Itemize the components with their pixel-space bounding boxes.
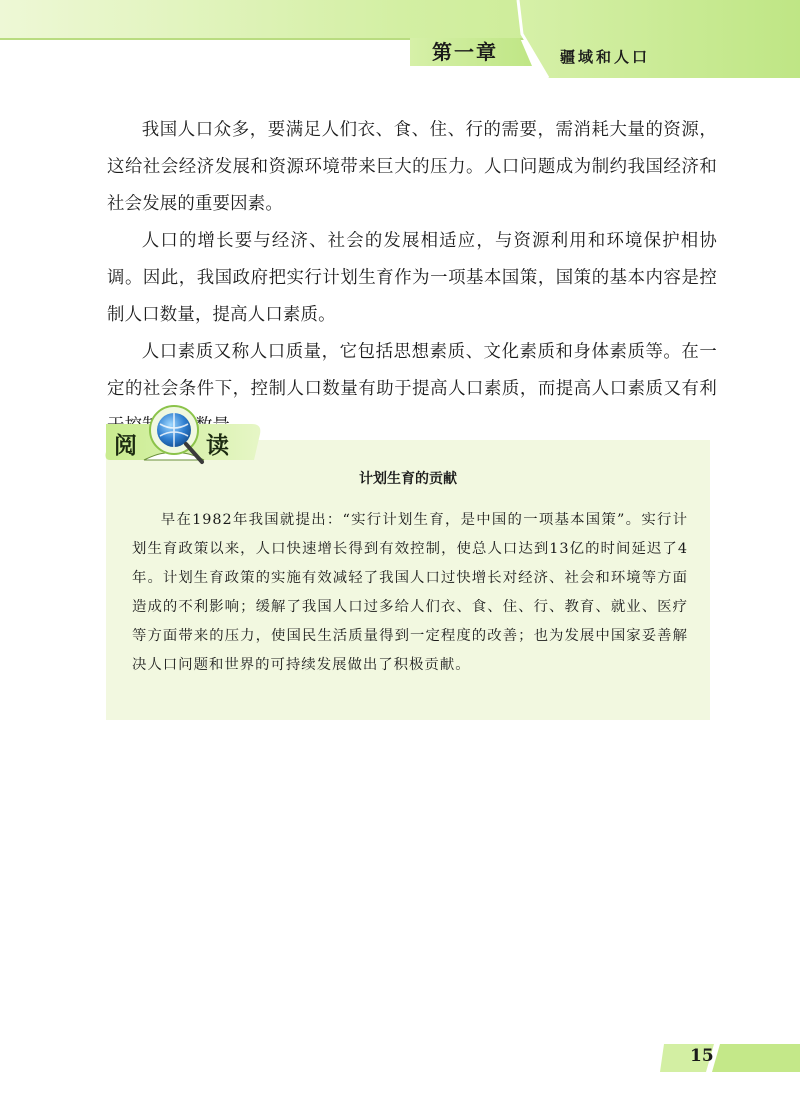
reading-heading: 计划生育的贡献 [359,471,457,487]
paragraph: 人口素质又称人口质量，它包括思想素质、文化素质和身体素质等。在一定的社会条件下，控制人口数量有助于提高人口素质，而提高人口素质又有利 [107,342,717,399]
chapter-title: 疆域和人口 [560,48,651,66]
paragraph: 我国人口众多，要满足人们衣、食、住、行的需要，需消耗大量的资源，这给社会经济发展和资源环境带来巨大的压力。人口问题成为制约我国经济和社会发展的重要因素。 [107,120,717,214]
reading-badge-left-char: 阅 [114,433,137,459]
reading-paragraph: 早在1982年我国就提出：“实行计划生育，是中国的一项基本国策”。实行计划生育政策以来，人口快速增长得到有效控制，使总人口达到13亿的时间延迟了4年。计划生育政策的实施有效减轻了我国人口过快增长对经济、社会和环境等方面造成的不利影响；缓解了我国人口过多给人们衣、食、住、行、教育、就业、医疗等方面带来的压力，使国民生活质量得到一定程度的改善；也为发展中国家妥善解决人口问题和世界的可持续发展做出了积极贡献。 [132,512,688,673]
body-text [107,112,717,445]
chapter-header-band [0,0,800,92]
chapter-label: 第一章 [432,40,498,64]
footer-band [660,1040,800,1076]
reading-badge-right-char: 读 [206,433,229,459]
paragraph: 人口的增长要与经济、社会的发展相适应，与资源利用和环境保护相协调。因此，我国政府把实行计划生育作为一项基本国策，国策的基本内容是控制人口数量，提高人口素质。 [107,231,717,325]
reading-text [132,506,688,680]
page-number: 15 [690,1046,714,1066]
